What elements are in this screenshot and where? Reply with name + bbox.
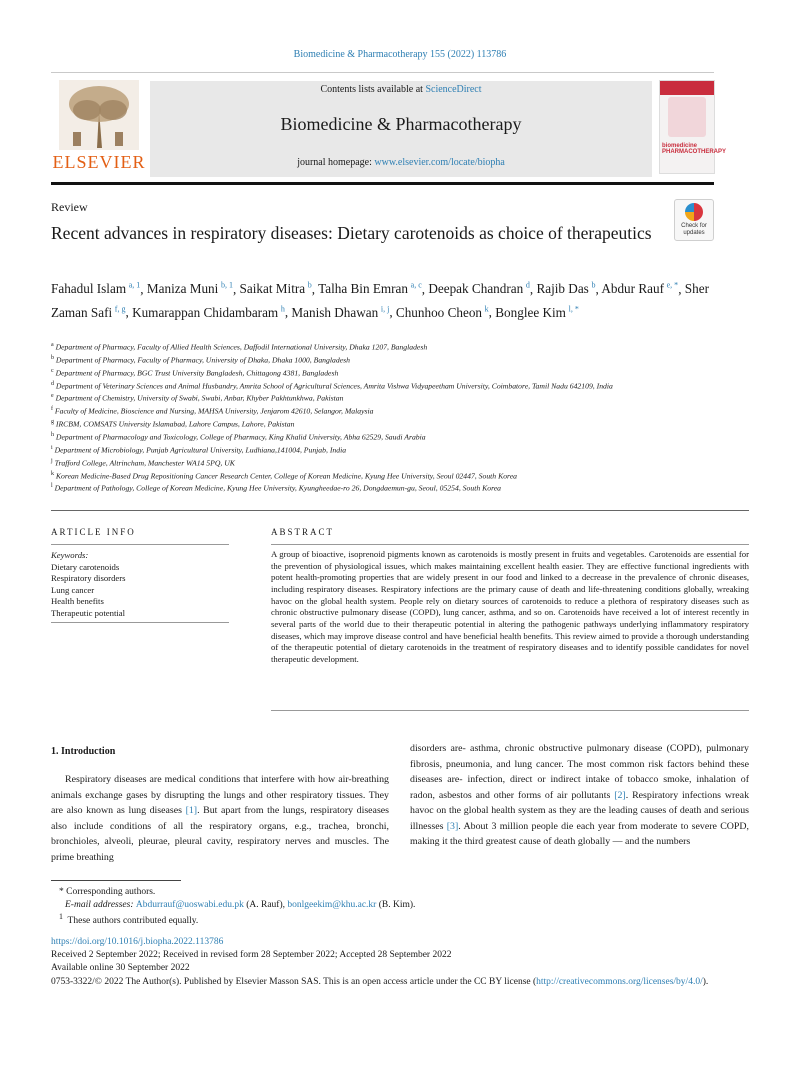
journal-name: Biomedicine & Pharmacotherapy bbox=[280, 114, 522, 134]
journal-banner bbox=[150, 81, 652, 177]
reference-link[interactable]: [1] bbox=[185, 805, 198, 816]
affiliation-text: Korean Medicine-Based Drug Repositioning Cancer Research Center, College of Korean Medicine, Kyung Hee University, Seoul 02447, South Korea bbox=[55, 471, 518, 481]
author[interactable] bbox=[240, 281, 312, 296]
journal-citation[interactable]: Biomedicine & Pharmacotherapy 155 (2022) 113786 bbox=[293, 49, 507, 60]
author[interactable] bbox=[318, 281, 422, 296]
contents-prefix: Contents lists available at bbox=[320, 84, 426, 95]
affiliation-text: Trafford College, Altrincham, Manchester WA14 5PQ, UK bbox=[54, 458, 235, 468]
author[interactable] bbox=[147, 281, 233, 296]
affiliation-text: Department of Pathology, College of Korean Medicine, Kyung Hee University, Kyungheedae-ro 26, Dongdaemun-gu, Seoul, 05254, South Korea bbox=[54, 484, 502, 494]
affiliation-key: a bbox=[51, 342, 54, 348]
author[interactable] bbox=[396, 305, 489, 320]
author-name: Kumarappan Chidambaram bbox=[132, 304, 279, 320]
cover-title-line2: PHARMACOTHERAPY bbox=[662, 149, 727, 155]
author-affiliation-mark[interactable]: a, 1 bbox=[128, 281, 141, 290]
journal-cover bbox=[659, 80, 727, 174]
affiliation bbox=[51, 404, 721, 417]
footnotes bbox=[51, 886, 749, 928]
author-affiliation-mark[interactable]: f, g bbox=[114, 304, 126, 314]
affiliation bbox=[51, 391, 721, 404]
author-affiliation-mark[interactable]: b, 1 bbox=[220, 281, 233, 290]
affiliation-text: IRCBM, COMSATS University Islamabad, Lahore Campus, Lahore, Pakistan bbox=[55, 419, 295, 429]
keyword: Therapeutic potential bbox=[51, 607, 126, 618]
author-affiliation-mark[interactable]: k bbox=[484, 304, 489, 314]
cover-image bbox=[668, 97, 706, 137]
author-name: Manish Dhawan bbox=[291, 304, 379, 320]
affiliation-key: j bbox=[51, 457, 53, 464]
affiliation-text: Department of Pharmacy, BGC Trust University Bangladesh, Chittagong 4381, Bangladesh bbox=[55, 368, 339, 378]
intro-right-column bbox=[410, 741, 749, 850]
email-note bbox=[51, 899, 749, 912]
author[interactable] bbox=[51, 281, 140, 296]
license-text: 0753-3322/© 2022 The Author(s). Published by Elsevier Masson SAS. This is an open access article under the CC BY license ( bbox=[51, 977, 537, 987]
keywords-label: Keywords: bbox=[51, 550, 89, 560]
author-name: Talha Bin Emran bbox=[318, 281, 409, 297]
article-info-heading: ARTICLE INFO bbox=[51, 527, 136, 537]
affiliation-key: b bbox=[51, 354, 54, 361]
keywords-list bbox=[51, 562, 231, 620]
affiliation bbox=[51, 340, 721, 353]
author-affiliation-mark[interactable]: i, j bbox=[380, 304, 390, 314]
intro-left-column bbox=[51, 772, 389, 865]
affiliation bbox=[51, 417, 721, 430]
doi-link[interactable]: https://doi.org/10.1016/j.biopha.2022.113786 bbox=[51, 937, 224, 947]
license-end: ). bbox=[702, 977, 709, 987]
article-type: Review bbox=[51, 200, 88, 214]
affiliation-key: e bbox=[51, 393, 54, 400]
keyword: Lung cancer bbox=[51, 584, 95, 595]
intro-text: . About 3 million people die each year from moderate to severe COPD, making it the third greatest cause of death globally — and the numbers bbox=[410, 820, 749, 847]
affiliation-list bbox=[51, 340, 721, 494]
article-info-rule bbox=[51, 544, 229, 545]
author-affiliation-mark[interactable]: l, * bbox=[568, 304, 579, 314]
equal-contribution-note bbox=[51, 911, 749, 928]
elsevier-tree-icon bbox=[59, 80, 139, 150]
elsevier-wordmark: ELSEVIER bbox=[52, 152, 146, 172]
author-name: Sher Zaman Safi bbox=[51, 281, 709, 320]
homepage-line bbox=[150, 157, 652, 168]
author[interactable] bbox=[601, 281, 678, 296]
intro-text: disorders are- asthma, chronic obstructive pulmonary disease (COPD), pulmonary fibrosis, pneumonia, and lung cancer. The most common risk factors behind these diseases are- infection, direct or indirect intake of tobacco smoke, inhalation of radon, asbestos and other forms of air pollutants bbox=[410, 743, 749, 801]
affiliation bbox=[51, 443, 721, 456]
author[interactable] bbox=[428, 281, 529, 296]
license-statement bbox=[51, 976, 749, 989]
intro-text: Respiratory diseases are medical conditions that interfere with how air-breathing animals exchange gases by disrupting the lungs and other respiratory tissues. They are also known as lung diseases bbox=[51, 774, 389, 816]
email-owner: (A. Rauf), bbox=[243, 899, 288, 910]
abstract-text: A group of bioactive, isoprenoid pigments known as carotenoids is mostly present in fruits and vegetables. Carotenoids are essential for the prevention of physiological issues, which makes maintaining excellent health easier. They are effective functional ingredients with potent health-promoting properties that are widely present in our food and linked to a decrease in the prevalence of chronic diseases, including respiratory diseases. Respiratory infections are the primary cause of death and life-threatening conditions globally, wreaking havoc on the global health system. People rely on dietary sources of carotenoids to reduce a plethora of respiratory diseases such as chronic obstructive pulmonary disease (COPD), lung cancer, asthma, and so on. Carotenoids have received a lot of interest recently in several parts of the world due to their therapeutic potential in altering the pathogenic pathways underlying inflammatory respiratory diseases, which may improve disease control and have beneficial health benefits. This review aimed to provide a thorough understanding of the therapeutic potential of dietary carotenoids in the treatment of respiratory diseases and to identify possible candidates for novel therapeutic development. bbox=[271, 549, 749, 664]
affiliation-key: i bbox=[51, 444, 53, 451]
intro-text: . Respiratory infections wreak havoc on the global health system as they are the leading causes of death and serious illnesses bbox=[410, 789, 750, 832]
journal-homepage-link[interactable]: www.elsevier.com/locate/biopha bbox=[374, 157, 505, 168]
keywords-block bbox=[51, 550, 231, 620]
author-name: Maniza Muni bbox=[146, 281, 219, 297]
affiliation-key: c bbox=[51, 367, 54, 374]
author[interactable] bbox=[291, 305, 389, 320]
affiliation bbox=[51, 379, 721, 392]
author[interactable] bbox=[536, 281, 595, 296]
author-list: Fahadul Islam $^{a, 1}$, Maniza Muni $^{b, 1}$, Saikat Mitra $^b$, Talha Bin Emran $^{a, c}$, Deepak Chandran $^d$, Rajib Das $^b$, Abdur Rauf $^{e, *}$, Sher Zaman Safi $^{f, g}$, Kumarappan Chidambaram $^h$, Manish Dhawan $^{i, j}$, Chunhoo Cheon $^k$, Bonglee Kim $^{l, *}$ bbox=[51, 281, 709, 320]
received-dates: Received 2 September 2022; Received in revised form 28 September 2022; Accepted 28 September 2022 bbox=[51, 950, 452, 960]
affiliation bbox=[51, 353, 721, 366]
check-for-updates-button[interactable] bbox=[674, 199, 714, 241]
license-link[interactable]: http://creativecommons.org/licenses/by/4.0/ bbox=[536, 977, 703, 987]
intro-text: . But apart from the lungs, respiratory diseases also include conditions of all the respiratory organs, e.g., trachea, bronchi, bronchioles, alveoli, pleurae, pleural cavity, respiratory nerves and muscles. The prime breathing bbox=[51, 805, 390, 863]
author-affiliation-mark[interactable]: b bbox=[591, 281, 596, 290]
section-divider bbox=[51, 510, 749, 511]
author[interactable] bbox=[132, 305, 285, 320]
keyword: Health benefits bbox=[51, 596, 104, 607]
email-link[interactable]: bonlgeekim@khu.ac.kr bbox=[287, 899, 377, 910]
article-title: Recent advances in respiratory diseases: Dietary carotenoids as choice of therapeutics bbox=[51, 223, 652, 243]
affiliation-text: Department of Microbiology, Punjab Agricultural University, Ludhiana,141004, Punjab, India bbox=[54, 445, 347, 455]
footnote-mark: 1 bbox=[59, 912, 63, 921]
email-label: E-mail addresses: bbox=[65, 899, 136, 910]
affiliation bbox=[51, 366, 721, 379]
affiliation-text: Department of Veterinary Sciences and Animal Husbandry, Amrita School of Agricultural Sciences, Amrita Vishwa Vidyapeetham University, Coimbatore, Tamil Nadu 642109, India bbox=[55, 381, 613, 391]
equal-contribution-text: These authors contributed equally. bbox=[67, 916, 199, 927]
affiliation-text: Department of Chemistry, University of Swabi, Swabi, Anbar, Khyber Pakhtunkhwa, Pakistan bbox=[55, 394, 344, 403]
abstract-heading: ABSTRACT bbox=[271, 527, 335, 537]
author-name: Saikat Mitra bbox=[239, 281, 306, 297]
check-updates-icon bbox=[685, 203, 703, 221]
keyword: Respiratory disorders bbox=[51, 573, 126, 584]
affiliation-key: g bbox=[51, 419, 54, 426]
cover-band bbox=[660, 81, 714, 95]
author-affiliation-mark[interactable]: h bbox=[280, 304, 285, 314]
banner-thick-rule bbox=[51, 182, 714, 185]
keyword: Dietary carotenoids bbox=[51, 561, 120, 572]
author-name: Abdur Rauf bbox=[601, 281, 664, 297]
author-name: Rajib Das bbox=[536, 281, 589, 297]
email-owner: (B. Kim). bbox=[376, 899, 416, 910]
affiliation bbox=[51, 481, 721, 494]
homepage-prefix: journal homepage: bbox=[297, 157, 375, 168]
online-date: Available online 30 September 2022 bbox=[51, 963, 190, 973]
affiliation-key: k bbox=[51, 470, 54, 477]
author-affiliation-mark[interactable]: d bbox=[525, 281, 530, 290]
check-updates-label: Check for updates bbox=[681, 223, 707, 236]
introduction-heading: 1. Introduction bbox=[51, 746, 116, 757]
cover-title-line1: biomedicine bbox=[662, 143, 698, 149]
affiliation-text: Department of Pharmacy, Faculty of Pharmacy, University of Dhaka, Dhaka 1000, Bangladesh bbox=[55, 355, 350, 365]
footnote-rule bbox=[51, 880, 181, 881]
abstract-bottom-rule bbox=[271, 710, 749, 711]
author-affiliation-mark[interactable]: a, c bbox=[410, 281, 422, 290]
affiliation-text: Department of Pharmacy, Faculty of Allied Health Sciences, Daffodil International University, Dhaka 1207, Bangladesh bbox=[55, 342, 428, 352]
affiliation bbox=[51, 456, 721, 469]
author-affiliation-mark[interactable]: e, * bbox=[666, 281, 679, 290]
reference-link[interactable]: [2] bbox=[614, 789, 626, 801]
elsevier-logo bbox=[51, 80, 147, 172]
affiliation-key: d bbox=[51, 380, 54, 387]
corresponding-note: * Corresponding authors. bbox=[59, 887, 156, 897]
reference-link[interactable]: [3] bbox=[446, 820, 459, 832]
affiliation-text: Faculty of Medicine, Bioscience and Nursing, MAHSA University, Jenjarom 42610, Selangor, Malaysia bbox=[54, 406, 374, 416]
affiliation-key: h bbox=[51, 432, 54, 439]
affiliation bbox=[51, 430, 721, 443]
sciencedirect-link[interactable]: ScienceDirect bbox=[425, 84, 482, 95]
author-name: Bonglee Kim bbox=[495, 304, 566, 320]
affiliation bbox=[51, 469, 721, 482]
abstract-rule bbox=[271, 544, 749, 545]
author-name: Fahadul Islam bbox=[51, 281, 127, 297]
author[interactable] bbox=[495, 305, 579, 320]
banner-divider bbox=[51, 72, 714, 73]
email-link[interactable]: Abdurrauf@uoswabi.edu.pk bbox=[135, 899, 244, 910]
author-name: Chunhoo Cheon bbox=[395, 304, 483, 320]
affiliation-text: Department of Pharmacology and Toxicology, College of Pharmacy, King Khalid University, Abha 62529, Saudi Arabia bbox=[55, 432, 426, 442]
author-name: Deepak Chandran bbox=[428, 281, 524, 297]
affiliation-key: f bbox=[51, 406, 53, 413]
affiliation-key: l bbox=[51, 483, 53, 490]
author-affiliation-mark[interactable]: b bbox=[307, 281, 312, 290]
article-info-bottom-rule bbox=[51, 622, 229, 623]
cover-title bbox=[662, 143, 727, 155]
contents-line bbox=[150, 84, 652, 95]
